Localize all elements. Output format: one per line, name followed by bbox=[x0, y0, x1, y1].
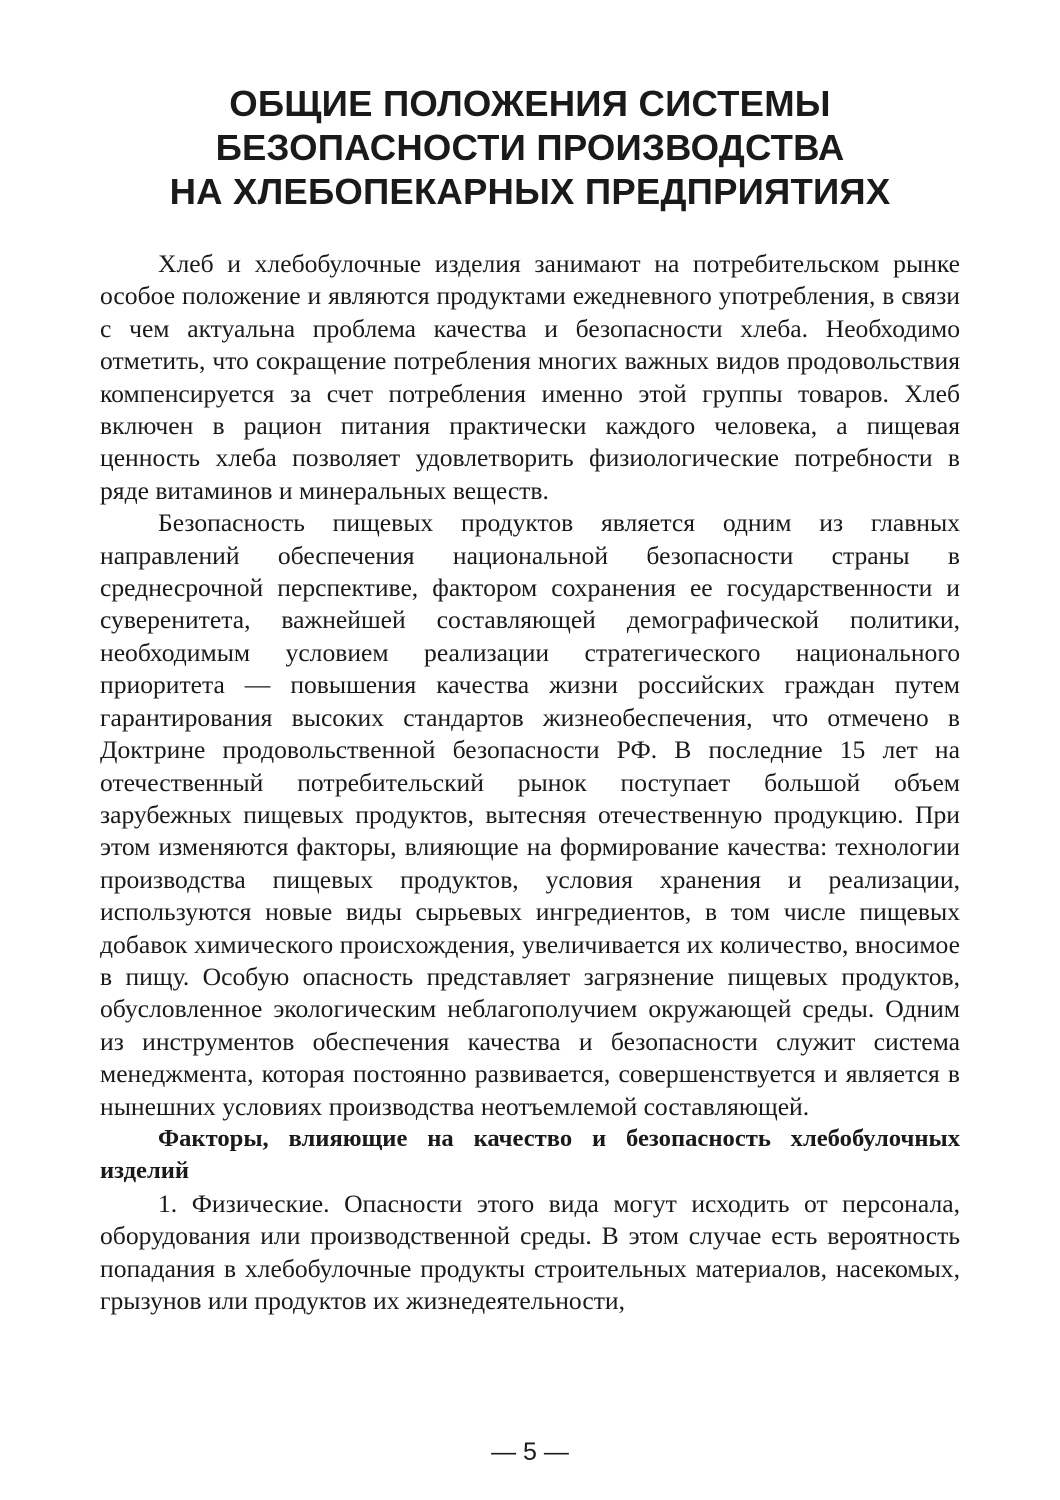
page-title bbox=[100, 82, 960, 214]
title-line-3: НА ХЛЕБОПЕКАРНЫХ ПРЕДПРИЯТИЯХ bbox=[169, 171, 891, 212]
body-text bbox=[100, 248, 960, 1317]
title-line-2: БЕЗОПАСНОСТИ ПРОИЗВОДСТВА bbox=[215, 127, 845, 168]
title-line-1: ОБЩИЕ ПОЛОЖЕНИЯ СИСТЕМЫ bbox=[229, 83, 831, 124]
section-heading: Факторы, влияющие на качество и безопасность хлебобулочных изделий bbox=[100, 1124, 960, 1185]
paragraph-physical-factors: 1. Физические. Опасности этого вида могут исходить от персонала, оборудования или производственной среды. В этом случае есть вероятность попадания в хлебобулочные продукты строительных материалов, насекомых, грызунов или продуктов их жизнедеятельности, bbox=[100, 1188, 960, 1315]
paragraph-intro: Хлеб и хлебобулочные изделия занимают на потребительском рынке особое положение и являются продуктами ежедневного употребления, в связи с чем актуальна проблема качества и безопасности хлеба. Необходимо отметить, что сокращение потребления многих важных видов продовольствия компенсируется за счет потребления именно этой группы товаров. Хлеб включен в рацион питания практически каждого человека, а пищевая ценность хлеба позволяет удовлетворить физиологические потребности в ряде витаминов и минеральных веществ. bbox=[100, 249, 960, 505]
paragraph-food-safety: Безопасность пищевых продуктов является одним из главных направлений обеспечения национальной безопасности страны в среднесрочной перспективе, фактором сохранения ее государственности и суверенитета, важнейшей составляющей демографической политики, необходимым условием реализации стратегического национального приоритета — повышения качества жизни российских граждан путем гарантирования высоких стандартов жизнеобеспечения, что отмечено в Доктрине продовольственной безопасности РФ. В последние 15 лет на отечественный потребительский рынок поступает большой объем зарубежных пищевых продуктов, вытесняя отечественную продукцию. При этом изменяются факторы, влияющие на формирование качества: технологии производства пищевых продуктов, условия хранения и реализации, используются новые виды сырьевых ингредиентов, в том числе пищевых добавок химического происхождения, увеличивается их количество, вносимое в пищу. Особую опасность представляет загрязнение пищевых продуктов, обусловленное экологическим неблагополучием окружающей среды. Одним из инструментов обеспечения качества и безопасности служит система менеджмента, которая постоянно развивается, совершенствуется и является в нынешних условиях производства неотъемлемой составляющей. bbox=[100, 508, 960, 1121]
page-number: — 5 — bbox=[491, 1438, 569, 1466]
